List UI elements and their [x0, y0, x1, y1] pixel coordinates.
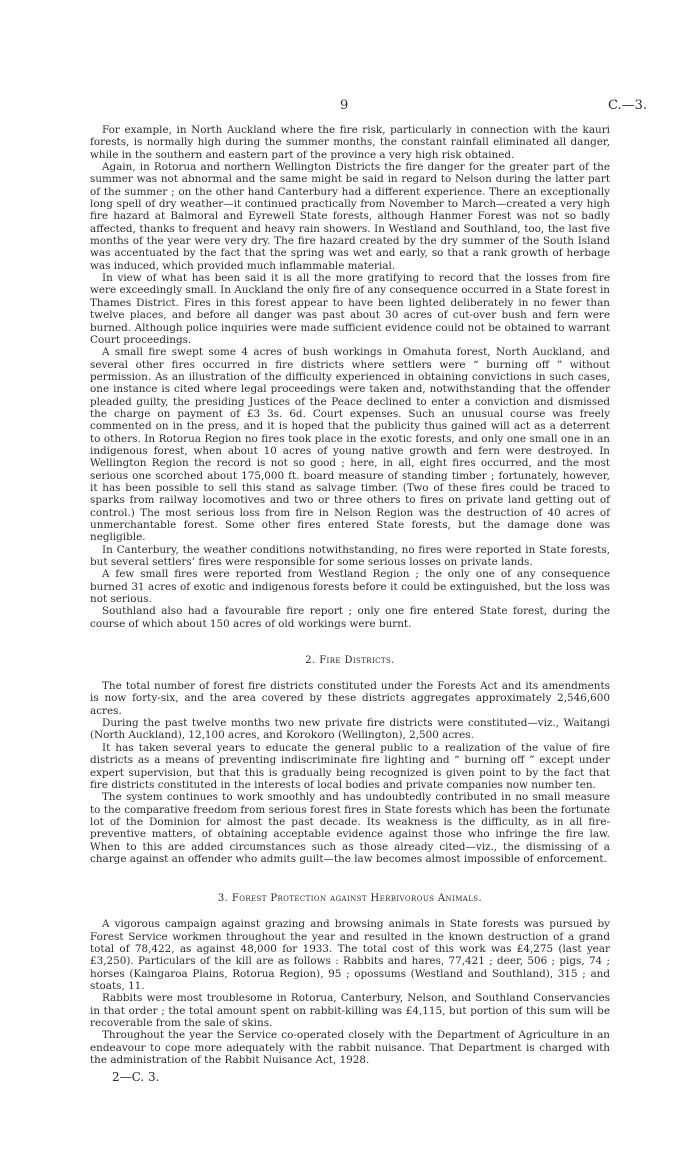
paragraph: A small fire swept some 4 acres of bush workings in Omahuta forest, North Auckland, and several other fires occurred in fire districts where settlers were “ burning off ” without permission. As an illustration of the difficulty experienced in obtaining convictions in such cases, one instance is cited where legal proceedings were taken and, notwithstanding that the offender pleaded guilty, the presiding Justices of the Peace declined to enter a conviction and dismissed the charge on payment of £3 3s. 6d. Court expenses. Such an unusual course was freely commented on in the press, and it is hoped that the publicity thus gained will act as a deterrent to others. In Rotorua Region no fires took place in the exotic forests, and only one small one in an indigenous forest, when about 10 acres of young native growth and fern were destroyed. In Wellington Region the record is not so good ; here, in all, eight fires occurred, and the most serious one scorched about 175,000 ft. board measure of standing timber ; fortunately, however, it has been possible to sell this stand as salvage timber. (Two of these fires could be traced to sparks from railway locomotives and two or three others to fires on private land getting out of control.) The most serious loss from fire in Nelson Region was the destruction of 40 acres of unmerchantable forest. Some other fires entered State forests, but the damage done was negligible.	[90, 346, 610, 544]
paragraph: A vigorous campaign against grazing and browsing animals in State forests was pursued by Forest Service workmen throughout the year and resulted in the known destruction of a grand total of 78,422, as against 48,000 for 1933. The total cost of this work was £4,275 (last year £3,250). Particulars of the kill are as follows : Rabbits and hares, 77,421 ; deer, 506 ; pigs, 74 ; horses (Kaingaroa Plains, Rotorua Region), 95 ; opossums (Westland and Southland), 315 ; and stoats, 11.	[90, 918, 610, 992]
page-number: 9	[340, 98, 349, 113]
paragraph: For example, in North Auckland where the fire risk, particularly in connection with the kauri forests, is normally high during the summer months, the constant rainfall eliminated all danger, while in the southern and eastern part of the province a very high risk obtained.	[90, 124, 610, 161]
paragraph: Throughout the year the Service co-operated closely with the Department of Agriculture in an endeavour to cope more adequately with the rabbit nuisance. That Department is charged with the administration of the Rabbit Nuisance Act, 1928.	[90, 1029, 610, 1067]
paragraph: The system continues to work smoothly and has undoubtedly contributed in no small measure to the comparative freedom from serious forest fires in State forests which has been the fortunate lot of the Dominion for almost the past decade. Its weakness is the difficulty, as in all fire-preventive matters, of obtaining acceptable evidence against those who infringe the fire law. When to this are added circumstances such as those already cited—viz., the dismissing of a charge against an offender who admits guilt—the law becomes almost impossible of enforcement.	[90, 791, 610, 865]
paragraph: In view of what has been said it is all the more gratifying to record that the losses from fire were exceedingly small. In Auckland the only fire of any consequence occurred in a State forest in Thames District. Fires in this forest appear to have been lighted deliberately in no fewer than twelve places, and before all danger was past about 30 acres of cut-over bush and fern were burned. Although police inquiries were made sufficient evidence could not be obtained to warrant Court proceedings.	[90, 272, 610, 346]
paragraph: The total number of forest fire districts constituted under the Forests Act and its amendments is now forty-six, and the area covered by these districts aggregates approximately 2,546,600 acres.	[90, 680, 610, 717]
paragraph: During the past twelve months two new private fire districts were constituted—viz., Waitangi (North Auckland), 12,100 acres, and Korokoro (Wellington), 2,500 acres.	[90, 717, 610, 742]
section-number: 3.	[217, 893, 229, 905]
section-heading-fire-districts	[90, 655, 610, 666]
section-number: 2.	[305, 655, 316, 667]
paragraph: Again, in Rotorua and northern Wellington Districts the fire danger for the greater part of the summer was not abnormal and the same might be said in regard to Nelson during the latter part of the summer ; on the other hand Canterbury had a different experience. There an exceptionally long spell of dry weather—it continued practically from November to March—created a very high fire hazard at Balmoral and Eyrewell State forests, although Hanmer Forest was not so badly affected, thanks to frequent and heavy rain showers. In Westland and Southland, too, the last five months of the year were very dry. The fire hazard created by the dry summer of the South Island was accentuated by the fact that the spring was wet and early, so that a rank growth of herbage was induced, which provided much inflammable material.	[90, 161, 610, 272]
signature-reference: 2—C. 3.	[112, 1070, 160, 1085]
section-title: Fire Districts.	[319, 655, 395, 667]
document-reference: C.—3.	[608, 98, 648, 113]
section-heading-forest-protection	[90, 893, 610, 904]
paragraph: In Canterbury, the weather conditions notwithstanding, no fires were reported in State forests, but several settlers’ fires were responsible for some serious losses on private lands.	[90, 543, 610, 569]
paragraph: Southland also had a favourable fire report ; only one fire entered State forest, during the course of which about 150 acres of old workings were burnt.	[90, 605, 610, 630]
paragraph: A few small fires were reported from Westland Region ; the only one of any consequence burned 31 acres of exotic and indigenous forests before it could be extinguished, but the loss was not serious.	[90, 568, 610, 606]
document-body	[90, 124, 610, 1084]
paragraph: Rabbits were most troublesome in Rotorua, Canterbury, Nelson, and Southland Conservancies in that order ; the total amount spent on rabbit-killing was £4,115, but portion of this sum will be recoverable from the sale of skins.	[90, 992, 610, 1029]
paragraph: It has taken several years to educate the general public to a realization of the value of fire districts as a means of preventing indiscriminate fire lighting and “ burning off ” except under expert supervision, but that this is gradually being recognized is given point to by the fact that fire districts constituted in the interests of local bodies and private companies now number ten.	[90, 741, 610, 791]
section-title: Forest Protection against Herbivorous Animals.	[231, 893, 483, 905]
